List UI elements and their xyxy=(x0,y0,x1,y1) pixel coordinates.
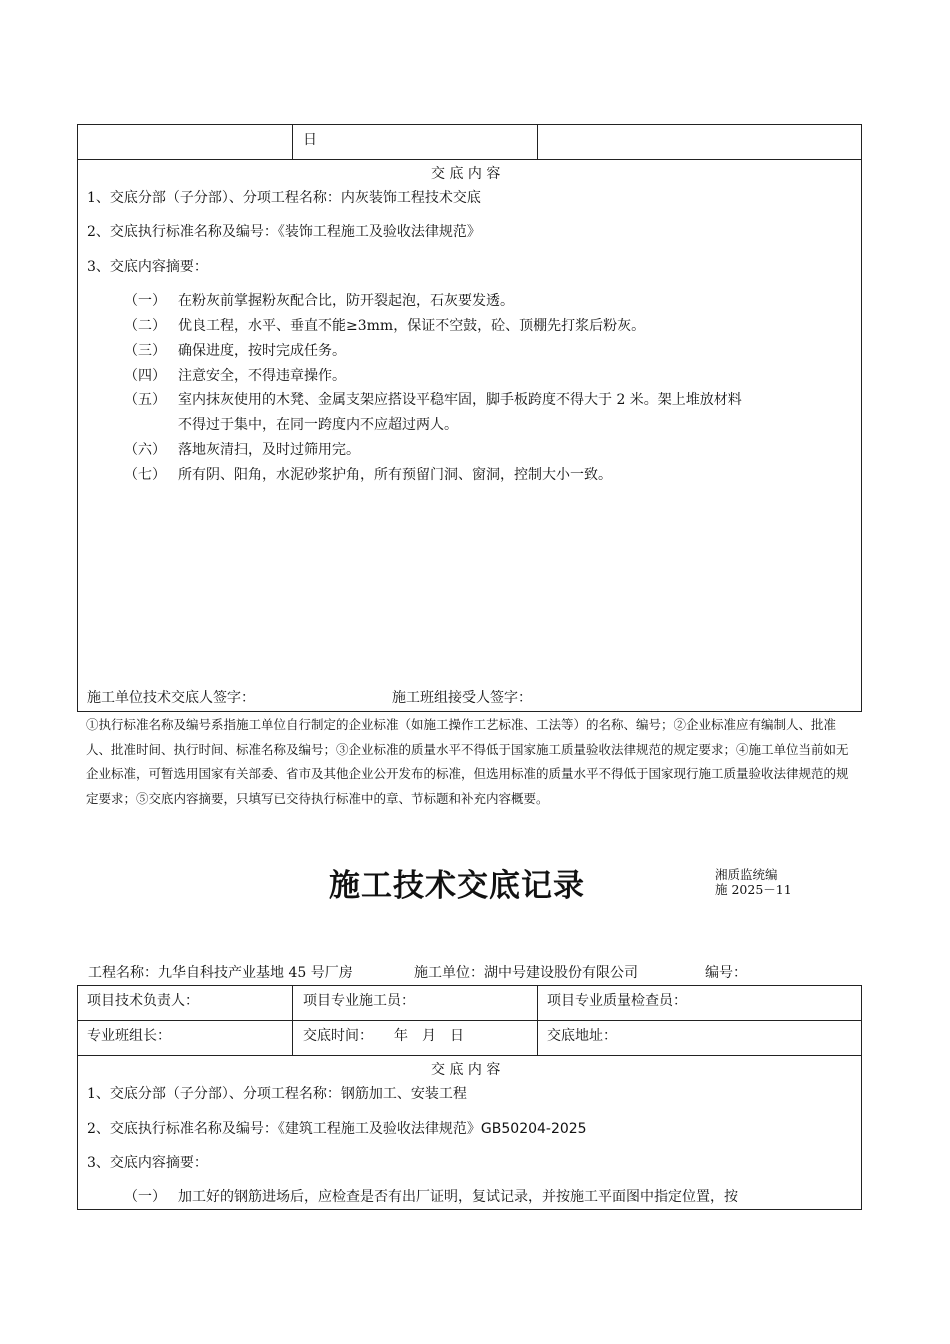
upper-item-3-text: 确保进度，按时完成任务。 xyxy=(178,343,346,359)
upper-section-title: 交 底 内 容 xyxy=(431,166,501,182)
upper-item-2-text: 优良工程，水平、垂直不能≥3mm，保证不空鼓，砼、顶棚先打浆后粉灰。 xyxy=(178,318,646,334)
tech-lead-cell: 项目技术负责人： xyxy=(87,993,199,1009)
lower-standard-name: 《建筑工程施工及验收法律规范》GB50204-2025 xyxy=(277,1121,587,1137)
upper-item-6-num: （六） xyxy=(124,442,166,458)
lower-row-divider-2 xyxy=(77,1055,862,1056)
lower-col-divider-2 xyxy=(537,985,538,1056)
upper-header-day-cell: 日 xyxy=(303,132,317,148)
upper-item-4-text: 注意安全，不得违章操作。 xyxy=(178,368,346,384)
upper-item-6-text: 落地灰清扫，及时过筛用完。 xyxy=(178,442,360,458)
lower-standard-label: 2、交底执行标准名称及编号： xyxy=(87,1121,278,1137)
upper-subproject-name-line: 1、交底分部（子分部）、分项工程名称：内灰装饰工程技术交底 xyxy=(87,190,481,206)
construction-unit: 施工单位：湖中号建设股份有限公司 xyxy=(414,965,638,981)
lower-item-1-num: （一） xyxy=(124,1189,166,1205)
form-code-line-1: 湘质监统编 xyxy=(715,867,778,882)
lower-standard-line xyxy=(87,1120,587,1138)
upper-item-7-num: （七） xyxy=(124,467,166,483)
upper-item-5-text-cont: 不得过于集中，在同一跨度内不应超过两人。 xyxy=(178,417,458,433)
upper-sign-technical: 施工单位技术交底人签字： xyxy=(87,690,255,706)
lower-section-title: 交 底 内 容 xyxy=(431,1062,501,1078)
upper-header-row-divider xyxy=(77,159,862,160)
upper-item-5-num: （五） xyxy=(124,392,166,408)
upper-item-4-num: （四） xyxy=(124,368,166,384)
upper-standard-name: 《装饰工程施工及验收法律规范》 xyxy=(277,224,481,240)
upper-item-5-text: 室内抹灰使用的木凳、金属支架应搭设平稳牢固，脚手板跨度不得大于 2 米。架上堆放材料 xyxy=(178,392,742,408)
upper-standard-label: 2、交底执行标准名称及编号： xyxy=(87,224,278,240)
lower-col-divider-1 xyxy=(292,985,293,1056)
serial-number: 编号： xyxy=(705,965,747,981)
footnote: ①执行标准名称及编号系指施工单位自行制定的企业标准（如施工操作工艺标准、工法等）的名称、编号；②企业标准应有编制人、批准人、批准时间、执行时间、标准名称及编号；③企业标准的质量水平不得低于国家施工质量验收法律规范的规定要求；④施工单位当前如无企业标准，可暂选用国家有关部委、省市及其他企业公开发布的标准，但选用标准的质量水平不得低于国家现行施工质量验收法律规范的规定要求；⑤交底内容摘要，只填写已交待执行标准中的章、节标题和补充内容概要。 xyxy=(86,717,849,806)
upper-item-2-num: （二） xyxy=(124,318,166,334)
upper-item-7-text: 所有阴、阳角，水泥砂浆护角，所有预留门洞、窗洞，控制大小一致。 xyxy=(178,467,612,483)
record-title: 施工技术交底记录 xyxy=(329,868,585,904)
upper-item-3-num: （三） xyxy=(124,343,166,359)
form-code-line-2: 施 2025－11 xyxy=(715,882,792,897)
briefing-time-cell: 交底时间： 年 月 日 xyxy=(303,1028,464,1044)
upper-header-col-divider-2 xyxy=(537,124,538,160)
lower-item-1-text: 加工好的钢筋进场后，应检查是否有出厂证明，复试记录，并按施工平面图中指定位置，按 xyxy=(178,1189,738,1205)
upper-item-1-text: 在粉灰前掌握粉灰配合比，防开裂起泡，石灰要发透。 xyxy=(178,293,514,309)
upper-header-col-divider-1 xyxy=(292,124,293,160)
lower-row-divider-1 xyxy=(77,1020,862,1021)
project-name: 工程名称：九华自科技产业基地 45 号厂房 xyxy=(88,965,353,981)
upper-summary-heading: 3、交底内容摘要： xyxy=(87,259,208,275)
briefing-location-cell: 交底地址： xyxy=(547,1028,617,1044)
lower-summary-heading: 3、交底内容摘要： xyxy=(87,1155,208,1171)
lower-subproject-name-line: 1、交底分部（子分部）、分项工程名称：钢筋加工、安装工程 xyxy=(87,1086,467,1102)
quality-inspector-cell: 项目专业质量检查员： xyxy=(547,993,687,1009)
team-leader-cell: 专业班组长： xyxy=(87,1028,171,1044)
upper-standard-line xyxy=(87,223,481,241)
site-engineer-cell: 项目专业施工员： xyxy=(303,993,415,1009)
upper-item-1-num: （一） xyxy=(124,293,166,309)
upper-sign-receiver: 施工班组接受人签字： xyxy=(392,690,532,706)
